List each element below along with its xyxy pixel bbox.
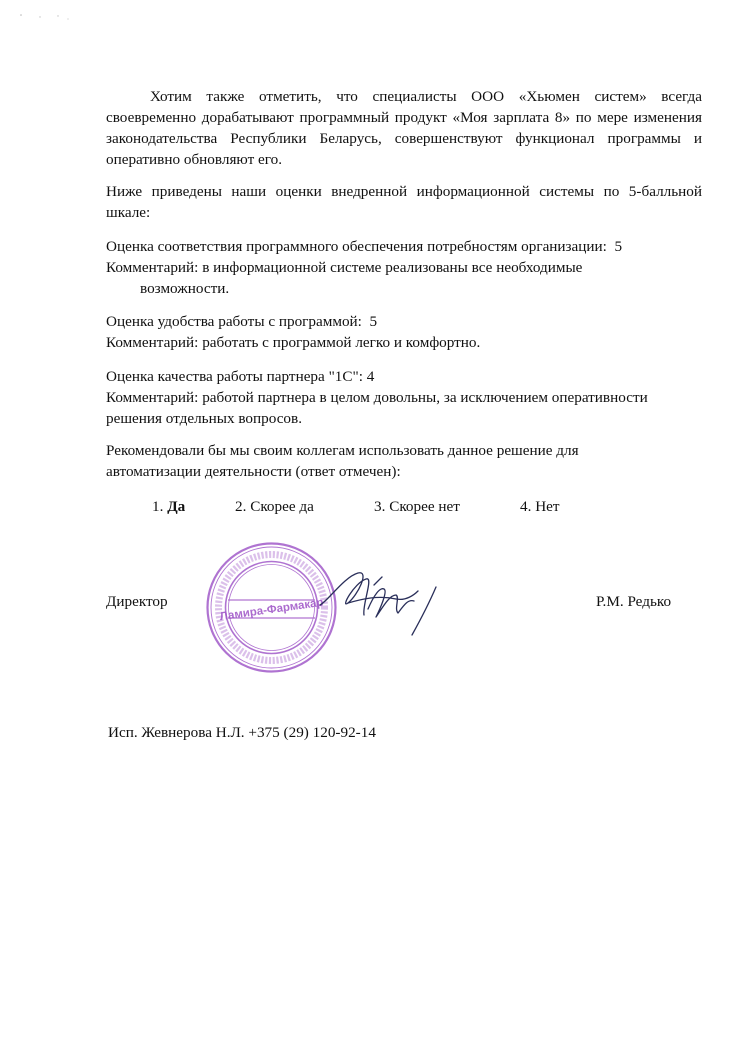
option-rather-no: 3. Скорее нет [374,498,460,515]
rating-partner-quality-comment: Комментарий: работой партнера в целом довольны, за исключением оперативности [106,389,648,406]
rating-partner-quality-score: 4 [366,368,375,385]
recommend-question-line2: автоматизации деятельности (ответ отмечен): [106,463,401,480]
recommend-question [106,440,702,482]
stamp-center-text: Ламира-Фармакар [219,596,325,624]
rating-software-fit-label: Оценка соответствия программного обеспечения потребностям организации: 5 [106,238,623,255]
paragraph-updates [106,86,702,170]
option-no: 4. Нет [520,498,560,515]
executor-contact: Исп. Жевнерова Н.Л. +375 (29) 120-92-14 [108,724,376,741]
rating-partner-quality-label: Оценка качества работы партнера "1С": 4 [106,368,375,385]
paragraph-updates-text: Хотим также отметить, что специалисты ООО «Хьюмен систем» всегда своевременно дорабатывают программный продукт «Моя зарплата 8» по мере изменения законодательства Республики Беларусь, совершенствуют функционал программы и оперативно обновляют его. [106,88,702,168]
rating-software-fit-comment-cont: возможности. [140,280,230,297]
option-yes-label-selected: Да [167,498,186,515]
scan-artifact-marks [18,10,78,24]
signatory-name: Р.М. Редько [596,593,672,610]
rating-partner-quality [106,366,702,429]
rating-software-fit [106,236,702,299]
rating-usability-score: 5 [369,313,378,330]
rating-usability-comment: Комментарий: работать с программой легко и комфортно. [106,334,481,351]
rating-partner-quality-comment-cont: решения отдельных вопросов. [106,410,302,427]
rating-software-fit-score: 5 [614,238,623,255]
rating-usability-label: Оценка удобства работы с программой: 5 [106,313,378,330]
rating-usability [106,311,702,353]
recommend-question-line1: Рекомендовали бы мы своим коллегам использовать данное решение для [106,442,579,459]
handwritten-signature [318,565,446,640]
rating-software-fit-comment: Комментарий: в информационной системе реализованы все необходимые [106,259,583,276]
paragraph-ratings-intro: Ниже приведены наши оценки внедренной информационной системы по 5-балльной шкале: [106,183,702,221]
signatory-position: Директор [106,593,168,610]
option-yes: 1. Да [152,498,186,515]
option-rather-yes: 2. Скорее да [235,498,314,515]
